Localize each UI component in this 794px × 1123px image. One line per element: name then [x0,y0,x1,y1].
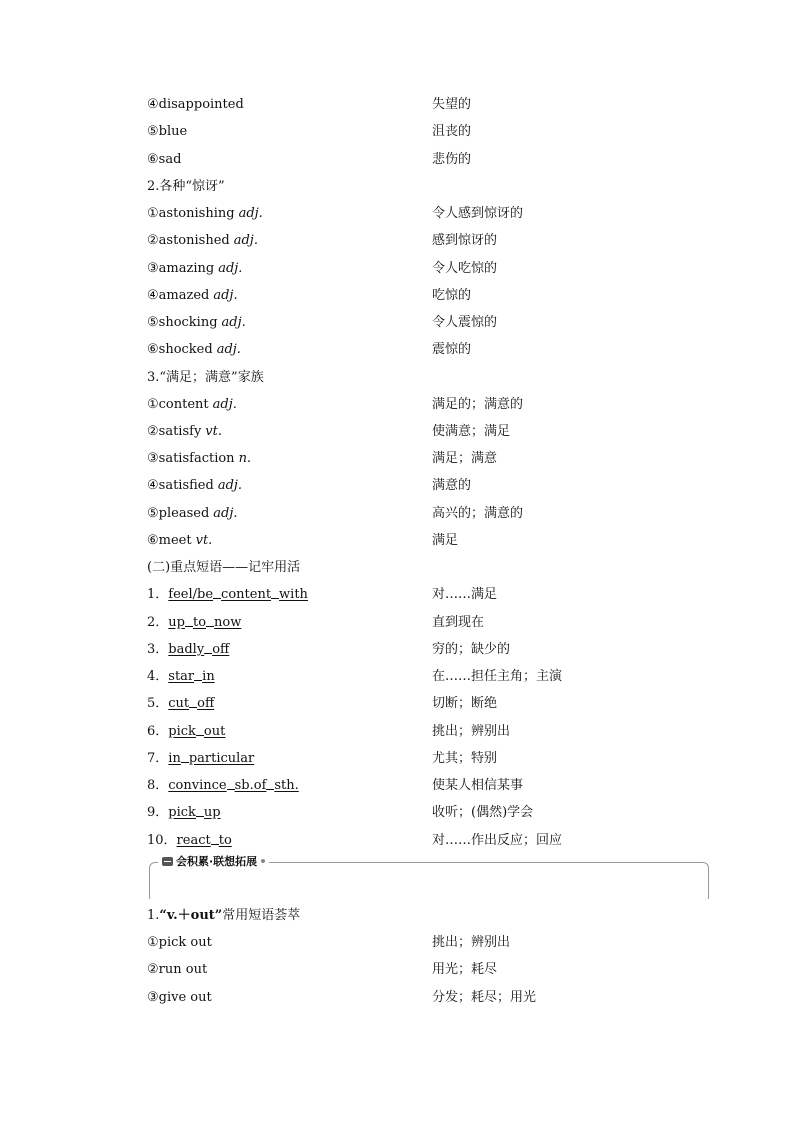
phrase-word: up [168,615,185,630]
phrase-chinese: 使某人相信某事 [432,778,524,793]
word: ⑥meet [147,533,192,548]
vocab-row [147,418,707,445]
part-of-speech: adj. [216,342,241,357]
vocab-row [147,472,707,499]
heading-rest: 常用短语荟萃 [222,908,301,923]
phrase-number: 10． [147,833,177,848]
phrase-english [147,745,254,772]
vocab-row [147,255,707,282]
phrase-word: sth. [274,778,299,793]
phrase-word: off [197,696,215,711]
phrase-chinese: 对……作出反应；回应 [432,833,563,848]
vocab-row [147,227,707,254]
vocab-chinese: 令人感到惊讶的 [432,206,524,221]
vocab-chinese: 满足；满意 [432,451,498,466]
phrase-word: content [221,587,272,602]
vocab-chinese: 悲伤的 [432,152,472,167]
phrase-chinese: 对……满足 [432,587,498,602]
phrase-number: 3． [147,642,169,657]
phrase-row [147,799,707,826]
vocab-row [147,282,707,309]
vocab-english [147,500,238,527]
vocab-row [147,200,707,227]
vocab-row [147,956,707,983]
vocab-english: ⑥sad [147,152,182,167]
phrase-row [147,609,707,636]
phrase-word: now [214,615,242,630]
phrase-english [147,581,308,608]
vocab-english [147,309,246,336]
phrase-row [147,636,707,663]
phrase-english [147,772,299,799]
phrase-english [147,718,225,745]
phrase-word: badly [168,642,205,657]
phrase-word: feel/be [168,587,214,602]
part-of-speech: vt. [195,533,213,548]
vocab-english [147,282,238,309]
vocab-chinese: 震惊的 [432,342,472,357]
phrase-chinese: 穷的；缺少的 [432,642,511,657]
phrase-word: particular [188,751,255,766]
vocab-chinese: 令人震惊的 [432,315,498,330]
vocab-row [147,309,707,336]
word: ⑤pleased [147,506,210,521]
word: ④amazed [147,288,210,303]
part-of-speech: adj. [238,206,263,221]
heading-number: 1. [147,908,160,923]
phrase-chinese: 切断；断绝 [432,696,498,711]
phrase-number: 6． [147,724,169,739]
vocab-english [147,445,251,472]
dot-icon [261,859,265,863]
vocab-row [147,391,707,418]
phrase-row [147,772,707,799]
section-heading: 3.“满足；满意”家族 [147,370,264,385]
vocab-english [147,336,241,363]
phrase-row [147,663,707,690]
vocab-chinese: 使满意；满足 [432,424,511,439]
phrase-row [147,581,707,608]
phrase-number: 5． [147,696,169,711]
phrase-word: to [218,833,232,848]
word: ③amazing [147,261,215,276]
phrase-row [147,718,707,745]
phrase-number: 1． [147,587,169,602]
vocab-row [147,445,707,472]
phrase-word: in [168,751,181,766]
phrase-word: star [168,669,195,684]
part-of-speech: adj. [233,233,258,248]
phrase-number: 7． [147,751,169,766]
part-of-speech: adj. [217,478,243,493]
word: ②astonished [147,233,230,248]
vocab-chinese: 沮丧的 [432,124,472,139]
phrase-english [147,663,215,690]
phrase-english [147,799,221,826]
phrase-word: pick [168,724,196,739]
part-of-speech: adj. [213,288,238,303]
phrase-word: in [202,669,215,684]
phrase-word: convince [168,778,227,793]
word: ⑤shocking [147,315,218,330]
word: ②satisfy [147,424,202,439]
vocab-english [147,418,222,445]
vocab-chinese: 感到惊讶的 [432,233,498,248]
part-of-speech: adj. [213,506,238,521]
phrase-number: 8． [147,778,169,793]
section-heading: (二)重点短语——记牢用活 [147,560,301,575]
part-of-speech: n. [238,451,252,466]
phrase-row [147,690,707,717]
vocab-english: ④disappointed [147,97,244,112]
word: ③satisfaction [147,451,235,466]
phrase-chinese: 直到现在 [432,615,485,630]
phrase-word: sb.of [234,778,267,793]
vocab-chinese: 满足的；满意的 [432,397,524,412]
vocab-chinese: 令人吃惊的 [432,261,498,276]
phrase-chinese: 尤其；特别 [432,751,498,766]
section-heading: 2.各种“惊讶” [147,179,225,194]
vocab-english [147,527,212,554]
vocab-row [147,929,707,956]
phrase-english [147,827,232,854]
vocab-english [147,255,242,282]
vocab-chinese: 满意的 [432,478,472,493]
vocab-row [147,118,707,145]
extension-box-label [158,855,269,869]
part-of-speech: vt. [205,424,222,439]
vocab-english [147,391,237,418]
vocab-english: ⑤blue [147,124,188,139]
phrase-chinese: 在……担任主角；主演 [432,669,563,684]
extension-box [149,855,709,899]
vocab-english [147,200,263,227]
vocab-english [147,227,258,254]
vocab-chinese: 挑出；辨别出 [432,935,511,950]
phrase-number: 4． [147,669,169,684]
word: ①content [147,397,209,412]
phrase-word: react [176,833,211,848]
part-of-speech: adj. [212,397,237,412]
extension-box-title: 会积累·联想拓展 [176,855,258,868]
vocab-row [147,500,707,527]
vocab-chinese: 分发；耗尽；用光 [432,990,537,1005]
phrase-word: pick [168,805,196,820]
phrase-word: off [212,642,230,657]
part-of-speech: adj. [218,261,243,276]
vocab-row [147,91,707,118]
section-heading [147,902,707,929]
phrase-number: 2． [147,615,169,630]
vocab-english: ③give out [147,990,212,1005]
phrase-word: out [203,724,226,739]
vocab-english [147,472,242,499]
word: ④satisfied [147,478,214,493]
part-of-speech: adj. [221,315,246,330]
phrase-chinese: 收听；(偶然)学会 [432,805,534,820]
phrase-number: 9． [147,805,169,820]
vocab-chinese: 用光；耗尽 [432,962,498,977]
phrase-chinese: 挑出；辨别出 [432,724,511,739]
heading-bold: “v.＋out” [159,908,223,923]
phrase-word: with [279,587,308,602]
vocab-chinese: 满足 [432,533,459,548]
vocab-chinese: 吃惊的 [432,288,472,303]
vocab-row [147,527,707,554]
vocab-english: ②run out [147,962,208,977]
vocab-row [147,336,707,363]
vocab-chinese: 失望的 [432,97,472,112]
phrase-word: cut [168,696,190,711]
phrase-english [147,609,241,636]
word: ①astonishing [147,206,235,221]
vocab-row [147,984,707,1011]
vocab-row [147,146,707,173]
phrase-word: to [192,615,207,630]
phrase-row [147,827,707,854]
phrase-english [147,690,214,717]
vocab-english: ①pick out [147,935,212,950]
phrase-english [147,636,229,663]
note-icon [162,857,173,866]
phrase-row [147,745,707,772]
phrase-word: up [203,805,221,820]
vocab-chinese: 高兴的；满意的 [432,506,524,521]
word: ⑥shocked [147,342,213,357]
